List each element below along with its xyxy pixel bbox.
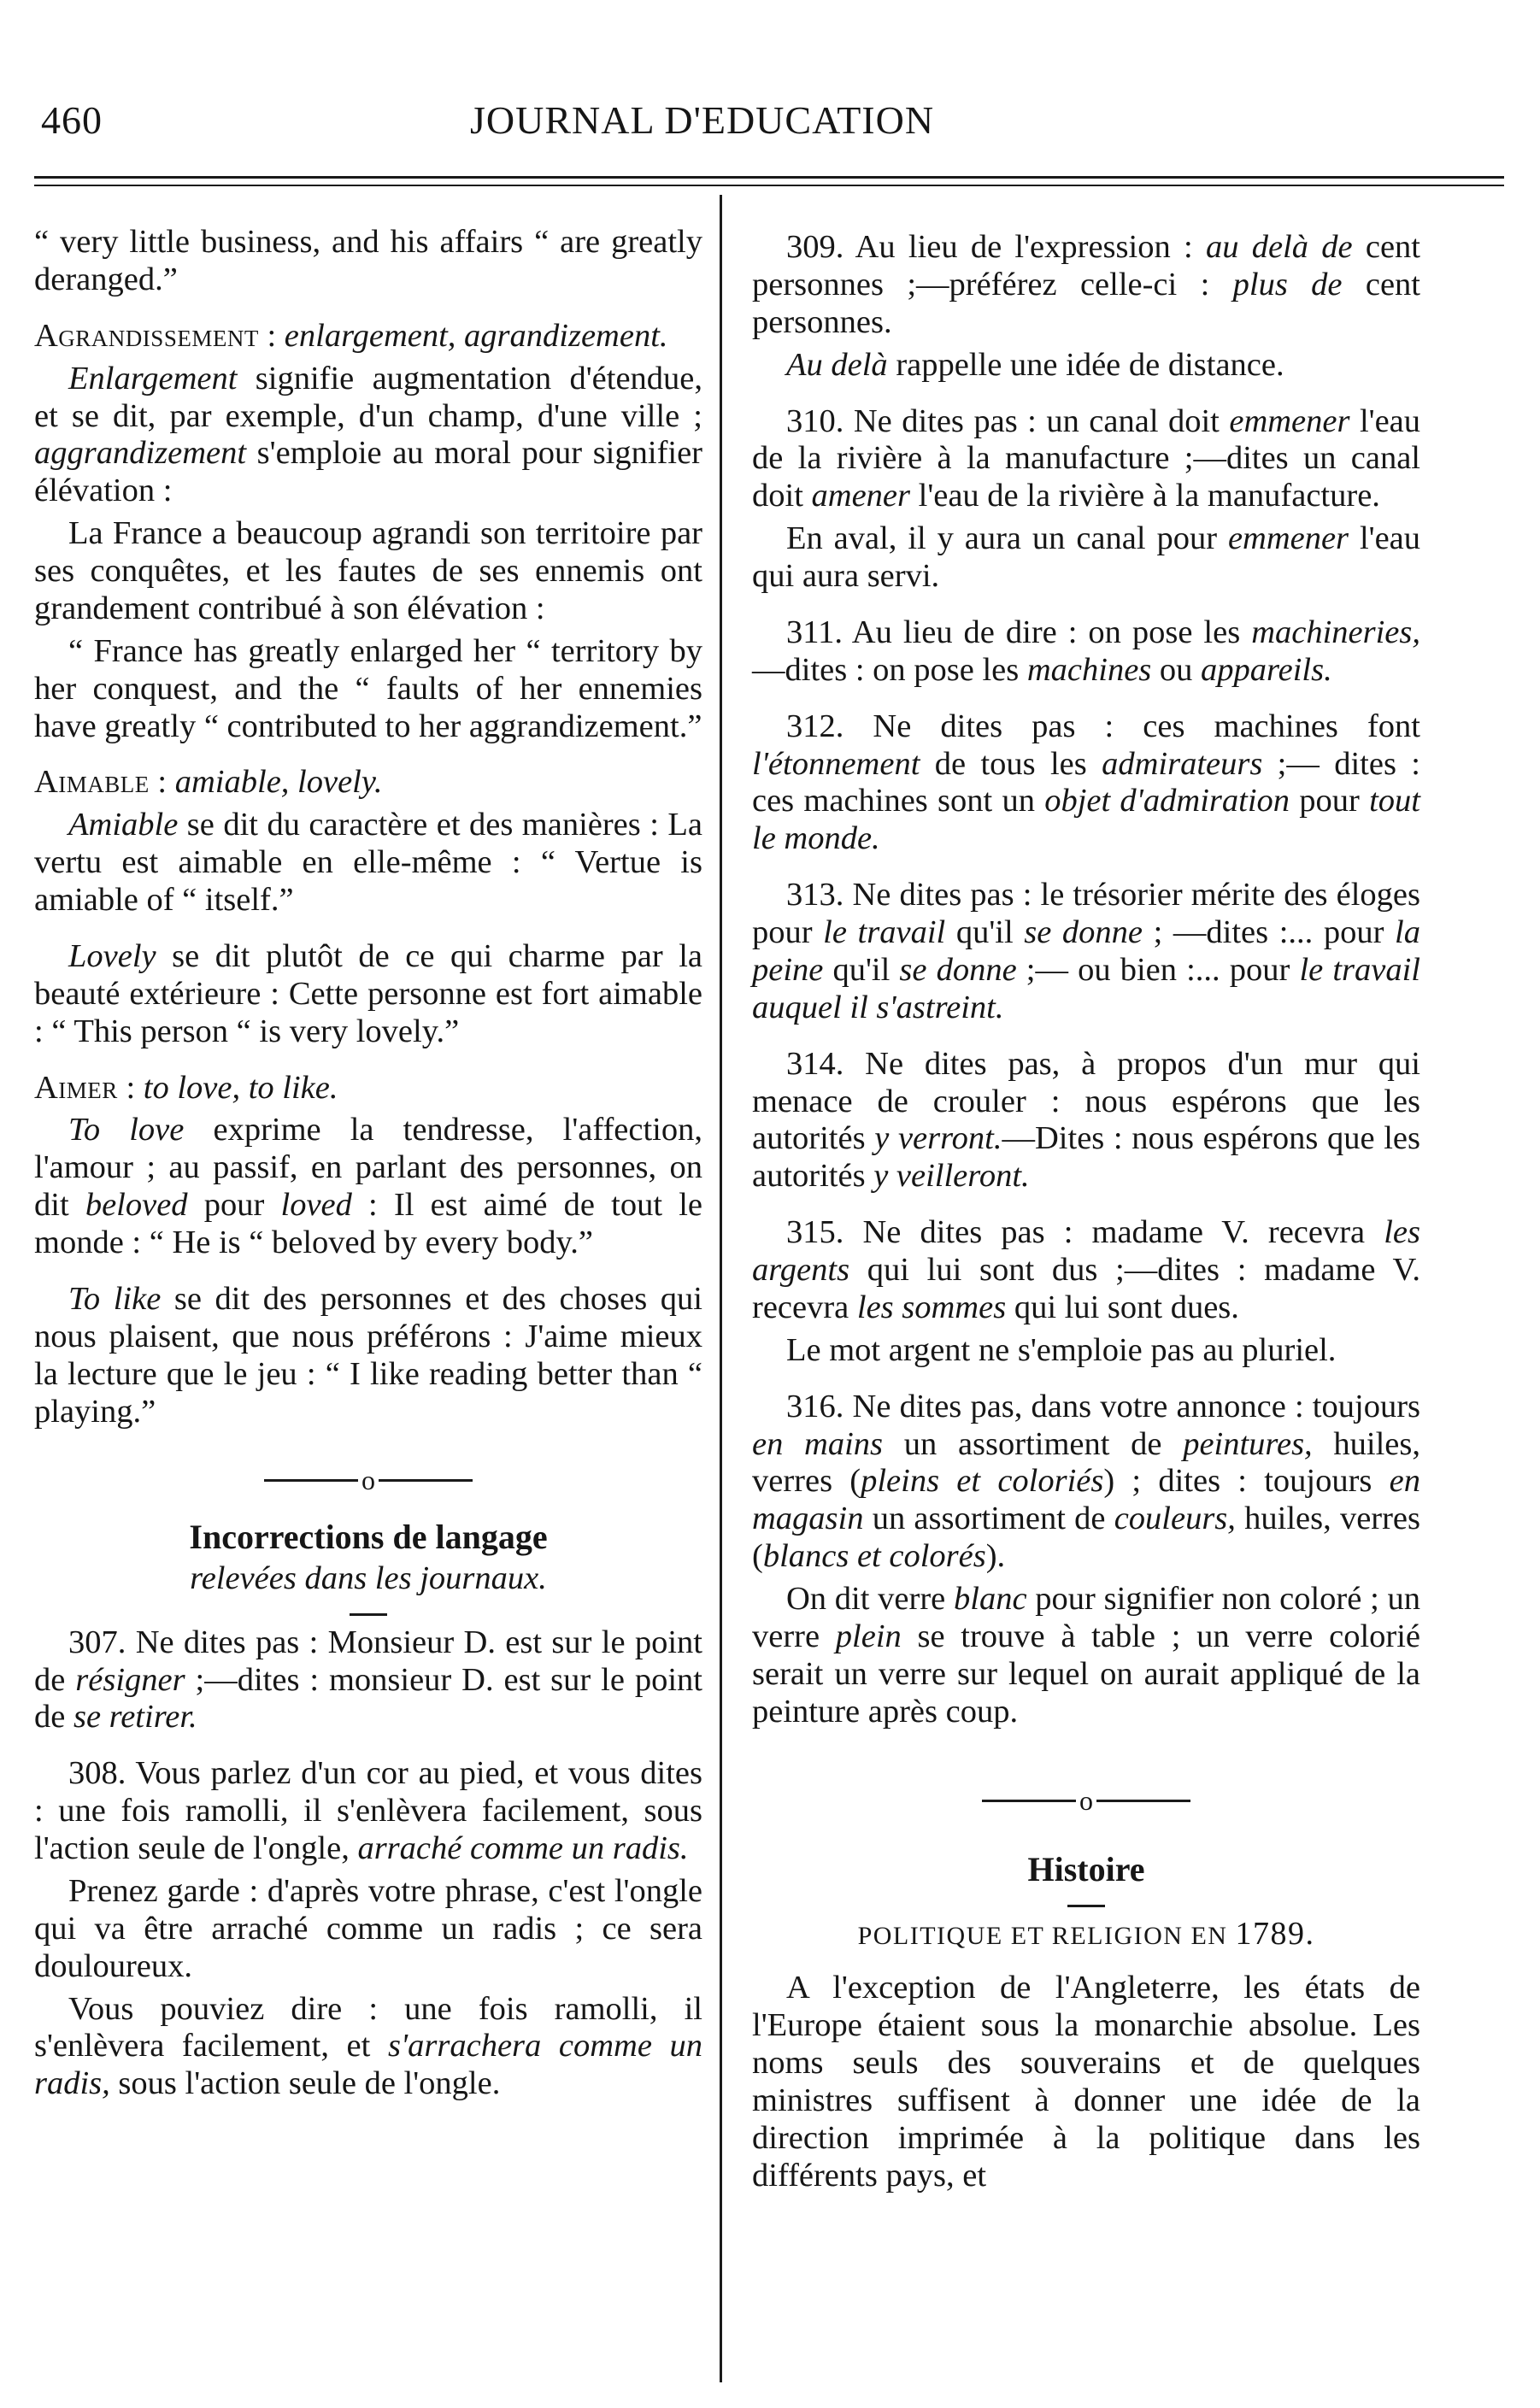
text: ;— ou bien :... pour [1016,951,1300,988]
text: qui lui sont dus ;—dites : madame V. recevra [752,1252,1420,1325]
text: de tous les [920,745,1102,782]
entry-headword: Agrandissement [34,317,259,354]
term: Enlargement [68,360,238,396]
text: 313. Ne dites pas : le trésorier mérite des éloges pour [752,877,1420,950]
text: —Dites : nous espérons que les autorités [752,1120,1421,1195]
short-rule [1067,1905,1105,1907]
text: qu'il [823,951,900,988]
entry-gloss: enlargement, agrandizement. [284,317,668,354]
term: machines [1026,651,1152,688]
entry-headword: Aimer [34,1069,118,1106]
paragraph [752,520,1420,596]
term: le travail auquel il s'astreint. [752,951,1420,1025]
text: En aval, il y aura un canal pour [786,520,1228,557]
term: la peine [752,914,1420,988]
text: ). [985,1538,1006,1575]
text: pour [187,1187,281,1224]
text: exprime la tendresse, l'affection, l'amour ; au passif, en parlant des personnes, on dit [34,1112,702,1224]
text: 309. Au lieu de l'expression : [786,229,1206,265]
term: l'étonnement [752,745,920,782]
ornament-mark: o [361,1464,375,1495]
paragraph [34,361,702,511]
term: Amiable [68,807,179,843]
entry-gloss: to love, to like. [143,1069,338,1106]
short-rule [350,1613,387,1616]
text: un assortiment de [863,1501,1114,1537]
text: se trouve à table ; un verre colorié serait un verre sur lequel on aurait appliqué de la peinture après coup. [752,1618,1420,1730]
text: signifie augmentation d'étendue, et se dit, par exemple, d'un champ, d'une ville ; [34,360,702,434]
term: couleurs, [1114,1501,1236,1537]
text: huiles, verres ( [752,1425,1420,1500]
term: emmener [1229,402,1350,439]
paragraph: Prenez garde : d'après votre phrase, c'est l'ongle qui va être arraché comme un radis ; ce sera douloureux. [34,1872,702,1984]
history-title: Histoire [1027,1850,1145,1889]
header-rule [34,176,1504,179]
term: To love [68,1112,185,1148]
text: l'eau de la rivière à la manufacture. [910,478,1380,514]
history-paragraph: A l'exception de l'Angleterre, les états de l'Europe étaient sous la monarchie absolue. Les noms seuls des souverains et de quelques ministres suffisent à donner une idée de la direction imprimée à la politique dans les différents pays, et [752,1970,1420,2194]
ornament-mark: o [1079,1784,1093,1816]
term: se donne [899,951,1017,988]
column-divider [720,195,722,2382]
entry-316 [752,1389,1420,1576]
term: se donne [1024,914,1143,950]
entry-headword: Aimable [34,764,150,801]
paragraph [752,347,1420,385]
term: blanc [954,1581,1027,1617]
term: aggrandizement [34,435,247,472]
term: pleins et coloriés [861,1463,1104,1500]
term: le travail [823,914,946,950]
paragraph [34,1991,702,2104]
entry-311 [752,614,1420,690]
entry-312 [752,708,1420,859]
term: peintures, [1183,1425,1313,1462]
running-title: JOURNAL D'EDUCATION [470,98,935,142]
text: pour signifier non coloré ; un verre [752,1581,1421,1654]
term: blancs et colorés [762,1538,986,1575]
term: arraché comme un radis. [357,1830,689,1867]
term: en magasin [752,1463,1420,1537]
term: beloved [85,1187,188,1224]
text: 307. Ne dites pas : Monsieur D. est sur le point de [34,1624,702,1698]
page-header [26,92,1530,161]
text: ;—dites : monsieur D. est sur le point de [34,1661,702,1736]
term: Au delà [786,346,888,383]
term: appareils. [1201,651,1332,688]
section-subtitle: relevées dans les journaux. [190,1559,547,1596]
term: les sommes [856,1289,1007,1325]
text: ;— dites : ces machines sont un [752,745,1420,819]
term: au delà de [1205,229,1353,265]
text: cent personnes ;—préférez celle-ci : [752,229,1420,302]
text: se dit des personnes et des choses qui nous plaisent, que nous préférons : J'aime mieux la lecture que le jeu : “ I like reading better than “ playing.” [34,1280,702,1430]
example-paragraph: La France a beaucoup agrandi son territoire par ses conquêtes, et les fautes de ses ennemis ont grandement contribué à son élévation : [34,515,702,626]
text: 312. Ne dites pas : ces machines font [786,708,1420,744]
text: 315. Ne dites pas : madame V. recevra [786,1214,1384,1251]
text: 316. Ne dites pas, dans votre annonce : toujours [786,1388,1420,1424]
paragraph [752,1581,1420,1731]
page-number: 460 [41,98,103,142]
text: —dites : on pose les [752,651,1027,688]
entry-315 [752,1214,1420,1327]
text: rappelle une idée de distance. [887,346,1284,383]
text: sous l'action seule de l'ongle. [109,2065,501,2102]
text: ) ; dites : toujours [1103,1463,1390,1500]
entry-aimer: Aimer : to love, to like. [34,1069,338,1106]
text: un assortiment de [883,1425,1184,1462]
term: machineries, [1251,614,1420,650]
term: admirateurs [1102,745,1263,782]
text: qui lui sont dues. [1006,1289,1239,1325]
section-ornament [752,1783,1420,1817]
year: 1789. [1235,1915,1315,1952]
term: emmener [1227,520,1349,557]
header-rule-second [34,185,1504,186]
text: ou [1151,651,1202,688]
text: huiles, verres ( [752,1501,1420,1575]
term: loved [280,1187,352,1224]
term: en mains [752,1425,884,1462]
term: plus de [1232,266,1343,302]
text: 310. Ne dites pas : un canal doit [786,402,1230,439]
right-column [752,224,1420,2195]
paragraph [34,1281,702,1431]
entry-313 [752,877,1420,1027]
term: tout le monde. [752,783,1421,857]
entry-310 [752,403,1420,516]
text: 308. Vous parlez d'un cor au pied, et vous dites : une fois ramolli, il s'enlèvera facilement, sous l'action seule de l'ongle, [34,1755,702,1867]
term: plein [835,1618,902,1654]
section-ornament [34,1461,702,1495]
paragraph [34,807,702,919]
entry-308 [34,1755,702,1868]
text: s'emploie au moral pour signifier élévation : [34,435,702,509]
paragraph [34,938,702,1051]
term: y veilleront. [873,1158,1030,1195]
entry-314 [752,1046,1420,1196]
text: qu'il [945,914,1025,950]
term: Lovely [68,937,156,974]
term: To like [68,1280,162,1317]
term: les argents [752,1214,1420,1288]
term: résigner [75,1661,185,1698]
entry-aimable: Aimable : amiable, lovely. [34,764,383,801]
paragraph [34,1112,702,1262]
text: : Il est aimé de tout le monde : “ He is “ beloved by every body.” [34,1187,702,1260]
text: POLITIQUE ET RELIGION EN [857,1921,1228,1950]
entry-gloss: amiable, lovely. [174,764,383,801]
text: 311. Au lieu de dire : on pose les [786,614,1252,650]
text: l'eau de la rivière à la manufacture ;—dites un canal doit [752,402,1420,514]
paragraph: Le mot argent ne s'emploie pas au pluriel. [786,1331,1337,1368]
entry-307 [34,1624,702,1737]
term: y verront. [874,1120,1002,1157]
text: l'eau qui aura servi. [752,520,1421,594]
term: amener [811,478,910,514]
term: s'arrachera comme un radis, [34,2028,702,2102]
left-column [34,224,702,2103]
entry-309 [752,229,1420,342]
text: ; —dites :... pour [1143,914,1396,950]
example-quote: “ France has greatly enlarged her “ territory by her conquest, and the “ faults of her ennemies have greatly “ contributed to her aggrandizement.” [34,632,702,744]
text: cent personnes. [752,266,1420,340]
term: se retirer. [73,1699,197,1736]
entry-agrandissement: Agrandissement : enlargement, agrandizement. [34,317,668,354]
text: se dit plutôt de ce qui charme par la beauté extérieure : Cette personne est fort aimable : “ This person “ is very lovely.” [34,937,702,1049]
text: Vous pouviez dire : une fois ramolli, il s'enlèvera facilement, et [34,1990,702,2064]
continued-quote: “ very little business, and his affairs “ are greatly deranged.” [34,224,702,297]
text: 314. Ne dites pas, à propos d'un mur qui menace de crouler : nous espérons que les autorités [752,1045,1420,1157]
term: objet d'admiration [1044,783,1290,819]
text: pour [1290,783,1370,819]
text: se dit du caractère et des manières : La vertu est aimable en elle-même : “ Vertue is amiable of “ itself.” [34,807,702,918]
history-kicker [752,1916,1420,1953]
section-title: Incorrections de langage [189,1518,548,1557]
text: On dit verre [786,1581,954,1617]
